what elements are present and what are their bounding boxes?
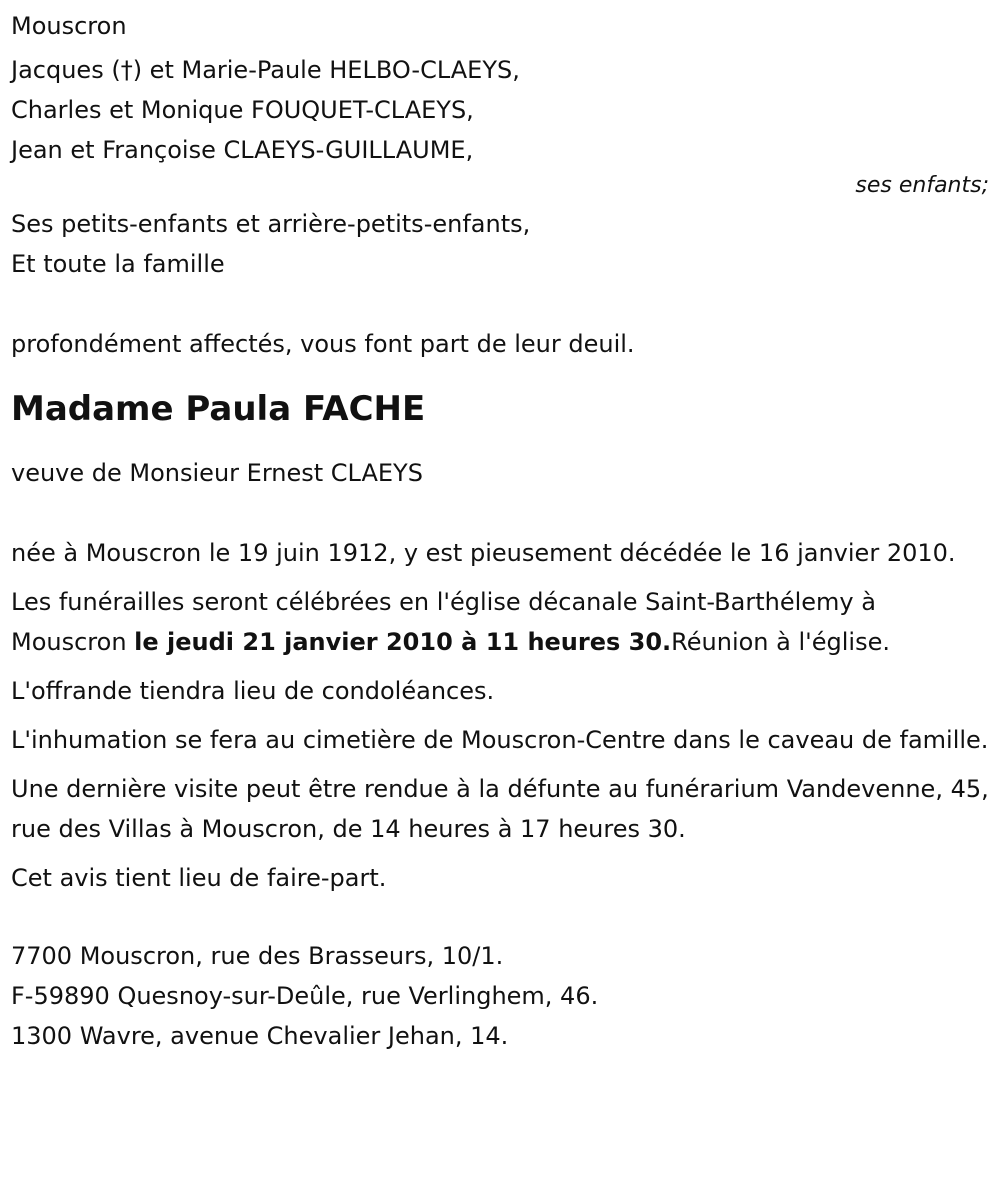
funeral-date: le jeudi 21 janvier 2010 à 11 heures 30. — [134, 628, 672, 656]
child-line: Jean et Françoise CLAEYS-GUILLAUME, — [11, 136, 474, 164]
address-line: 1300 Wavre, avenue Chevalier Jehan, 14. — [11, 1022, 509, 1050]
obituary-notice — [11, 6, 991, 1056]
funeral-intro: Les funérailles seront célébrées en l'église décanale Saint-Barthélemy à Mouscron — [11, 588, 876, 656]
children-block — [11, 50, 991, 200]
visit-text: Une dernière visite peut être rendue à la défunte au funérarium Vandevenne, 45, rue des Villas à Mouscron, de 14 heures à 17 heures 30. — [11, 775, 989, 843]
family-line: Ses petits-enfants et arrière-petits-enfants, — [11, 210, 531, 238]
offering-text: L'offrande tiendra lieu de condoléances. — [11, 677, 495, 705]
funeral-meeting: Réunion à l'église. — [671, 628, 890, 656]
announcement-text: profondément affectés, vous font part de leur deuil. — [11, 330, 635, 358]
child-line: Charles et Monique FOUQUET-CLAEYS, — [11, 96, 474, 124]
notice-text: Cet avis tient lieu de faire-part. — [11, 864, 387, 892]
deceased-name: Madame Paula FACHE — [11, 389, 426, 429]
birth-death-text: née à Mouscron le 19 juin 1912, y est pieusement décédée le 16 janvier 2010. — [11, 539, 956, 567]
details-block — [11, 533, 991, 898]
family-line: Et toute la famille — [11, 250, 225, 278]
child-line: Jacques (†) et Marie-Paule HELBO-CLAEYS, — [11, 56, 520, 84]
children-label: ses enfants; — [855, 173, 989, 198]
burial-text: L'inhumation se fera au cimetière de Mouscron-Centre dans le caveau de famille. — [11, 726, 989, 754]
address-line: 7700 Mouscron, rue des Brasseurs, 10/1. — [11, 942, 504, 970]
widow-of-text: veuve de Monsieur Ernest CLAEYS — [11, 459, 423, 487]
address-line: F-59890 Quesnoy-sur-Deûle, rue Verlinghem, 46. — [11, 982, 599, 1010]
family-block — [11, 204, 991, 284]
addresses-block — [11, 936, 991, 1056]
town-header: Mouscron — [11, 12, 127, 40]
funeral-text — [11, 582, 991, 662]
